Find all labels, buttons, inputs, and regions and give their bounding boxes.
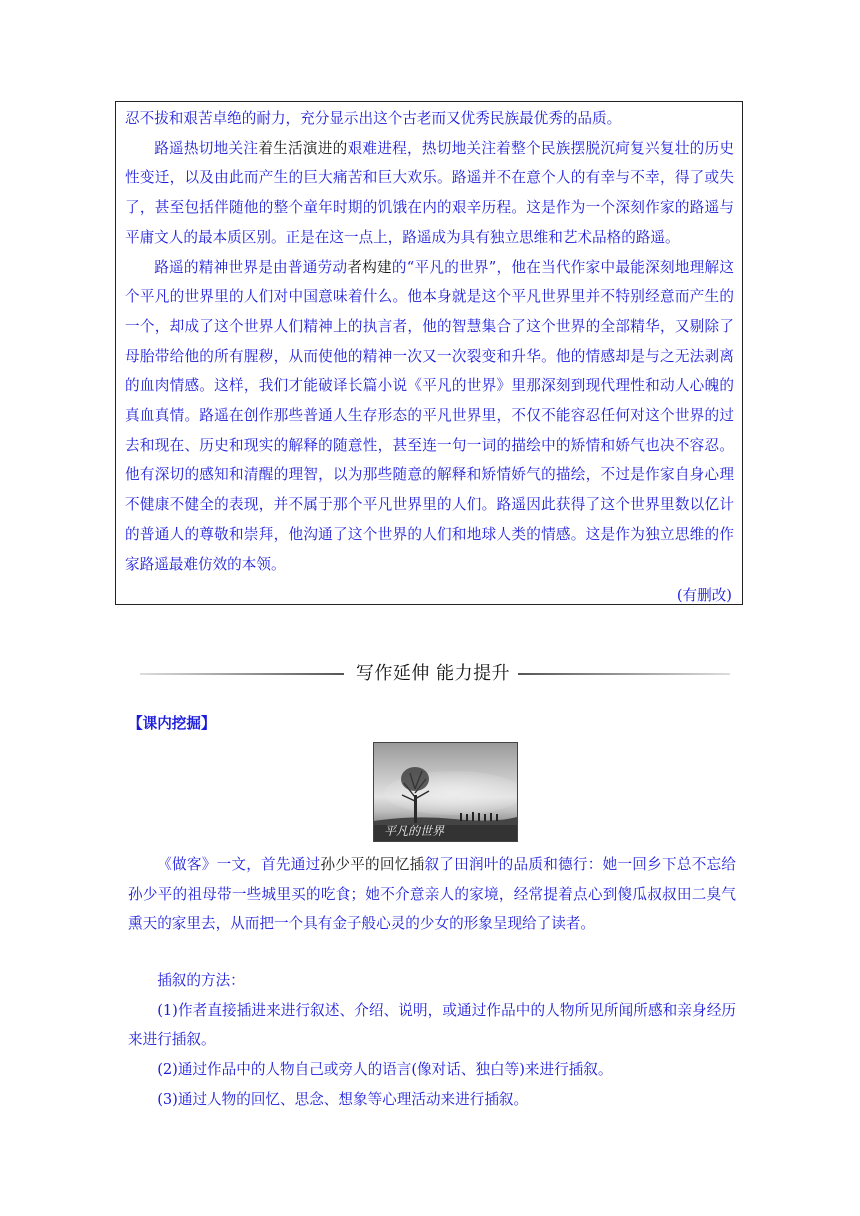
section-label: 【课内挖掘】 (128, 715, 216, 732)
method-item-1: (1)作者直接插进来进行叙述、介绍、说明，或通过作品中的人物所见所闻所感和亲身经历来进行插叙。 (128, 1001, 736, 1049)
excerpt-paragraph-2 (125, 253, 734, 580)
method-title: 插叙的方法： (157, 972, 245, 989)
divider-line-left (140, 673, 344, 675)
tree-landscape-illustration (374, 743, 517, 841)
cover-caption: 平凡的世界 (384, 824, 445, 838)
section-divider (140, 660, 730, 688)
p1-segment-c: 艰难进程，热切地关注着整个民族摆脱沉疴复兴复壮的历史性变迁，以及由此而产生的巨大痛苦和巨大欢乐。路遥并不在意个人的有幸与不幸，得了或失了，甚至包括伴随他的整个童年时期的饥饿在内的艰辛历程。这是作为一个深刻作家的路遥与平庸文人的最本质区别。正是在这一点上，路遥成为具有独立思维和艺术品格的路遥。 (125, 139, 734, 246)
abridged-note: (有删改) (676, 587, 732, 605)
excerpt-box (115, 101, 743, 605)
p2-segment-b: 者构建 (347, 258, 392, 276)
p1-segment-b: 着生活演进的 (258, 139, 348, 157)
zuoke-segment-c: 叙了田润叶的品质和德行：她一回乡下总不忘给孙少平的祖母带一些城里买的吃食；她不介意亲人的家境，经常提着点心到傻瓜叔叔田二臭气熏天的家里去，从而把一个具有金子般心灵的少女的形象呈现给了读者。 (128, 856, 736, 933)
method-item-2: (2)通过作品中的人物自己或旁人的语言(像对话、独白等)来进行插叙。 (157, 1061, 613, 1079)
excerpt-paragraph-0: 忍不拔和艰苦卓绝的耐力，充分显示出这个古老而又优秀民族最优秀的品质。 (125, 110, 622, 127)
zuoke-segment-b: 孙少平的回忆插 (320, 856, 425, 873)
excerpt-paragraph-1 (125, 134, 734, 253)
method-block (128, 966, 736, 1115)
zuoke-paragraph (128, 850, 736, 939)
p2-segment-c: 的“平凡的世界”，他在当代作家中最能深刻地理解这个平凡的世界里的人们对中国意味着什么。他本身就是这个平凡世界里并不特别经意而产生的一个，却成了这个世界人们精神上的执言者，他的智慧集合了这个世界的全部精华，又剔除了母胎带给他的所有腥秽，从而使他的精神一次又一次裂变和升华。他的情感却是与之无法剥离的血肉情感。这样，我们才能破译长篇小说《平凡的世界》里那深刻到现代理性和动人心魄的真血真情。路遥在创作那些普通人生存形态的平凡世界里，不仅不能容忍任何对这个世界的过去和现在、历史和现实的解释的随意性，甚至连一句一词的描绘中的矫情和娇气也决不容忍。他有深切的感知和清醒的理智，以为那些随意的解释和矫情娇气的描绘，不过是作家自身心理不健康不健全的表现，并不属于那个平凡世界里的人们。路遥因此获得了这个世界里数以亿计的普通人的尊敬和崇拜，他沟通了这个世界的人们和地球人类的情感。这是作为独立思维的作家路遥最难仿效的本领。 (125, 258, 734, 573)
book-cover-photo (373, 742, 518, 842)
zuoke-segment-a: 《做客》一文，首先通过 (157, 856, 321, 873)
method-item-3: (3)通过人物的回忆、思念、想象等心理活动来进行插叙。 (157, 1090, 529, 1108)
p2-segment-a: 路遥的精神世界是由普通劳动 (154, 258, 348, 276)
divider-line-right (518, 673, 730, 675)
p1-segment-a: 路遥热切地关注 (154, 139, 259, 157)
divider-title: 写作延伸 能力提升 (355, 663, 511, 684)
zuoke-paragraph-wrap (128, 850, 736, 939)
